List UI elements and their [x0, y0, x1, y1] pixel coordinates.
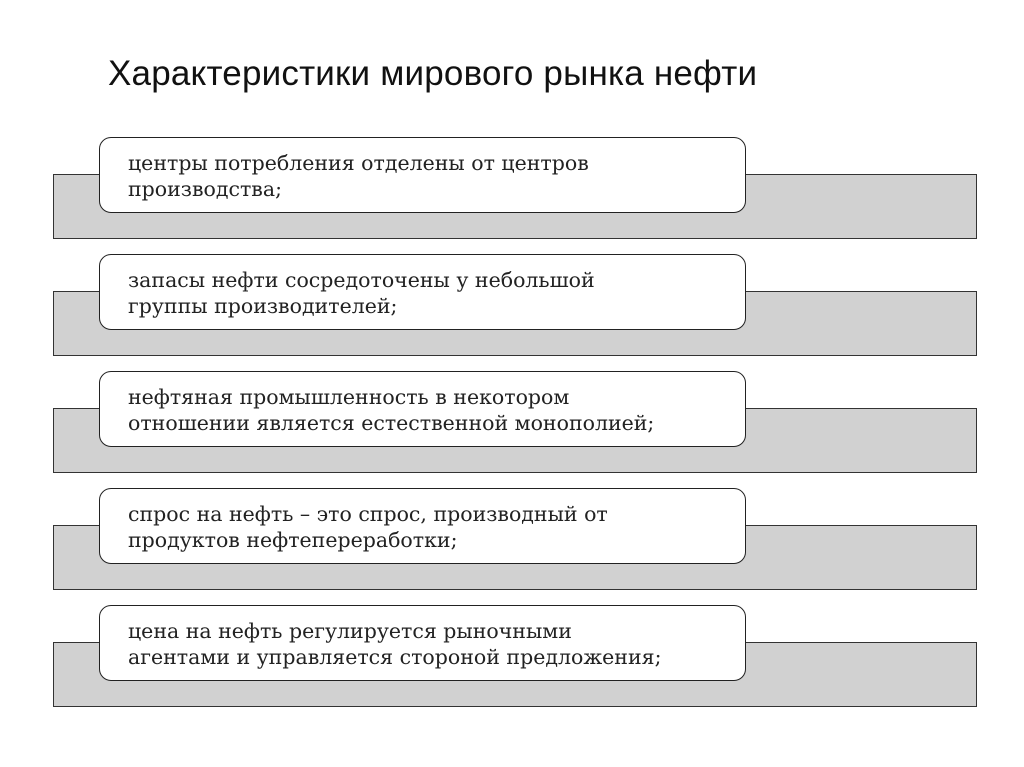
- item-text-box: [99, 254, 746, 330]
- characteristic-item-4: [0, 488, 1024, 598]
- item-text-line-1: центры потребления отделены от центров: [128, 151, 589, 175]
- item-text-box: [99, 488, 746, 564]
- characteristic-item-3: [0, 371, 1024, 481]
- characteristic-item-2: [0, 254, 1024, 364]
- item-text-line-1: запасы нефти сосредоточены у небольшой: [128, 268, 595, 292]
- characteristic-item-5: [0, 605, 1024, 715]
- characteristic-item-1: [0, 137, 1024, 247]
- item-text-line-1: спрос на нефть – это спрос, производный от: [128, 502, 608, 526]
- item-text-box: [99, 137, 746, 213]
- item-text-box: [99, 371, 746, 447]
- item-text-line-2: продуктов нефтепереработки;: [128, 528, 458, 553]
- item-text-line-2: производства;: [128, 177, 282, 202]
- item-text-line-2: группы производителей;: [128, 294, 398, 319]
- item-text-line-2: агентами и управляется стороной предложения;: [128, 645, 662, 670]
- item-text-line-1: цена на нефть регулируется рыночными: [128, 619, 572, 643]
- item-text-box: [99, 605, 746, 681]
- slide-title: Характеристики мирового рынка нефти: [108, 54, 758, 93]
- item-text-line-2: отношении является естественной монополией;: [128, 411, 655, 436]
- item-text-line-1: нефтяная промышленность в некотором: [128, 385, 570, 409]
